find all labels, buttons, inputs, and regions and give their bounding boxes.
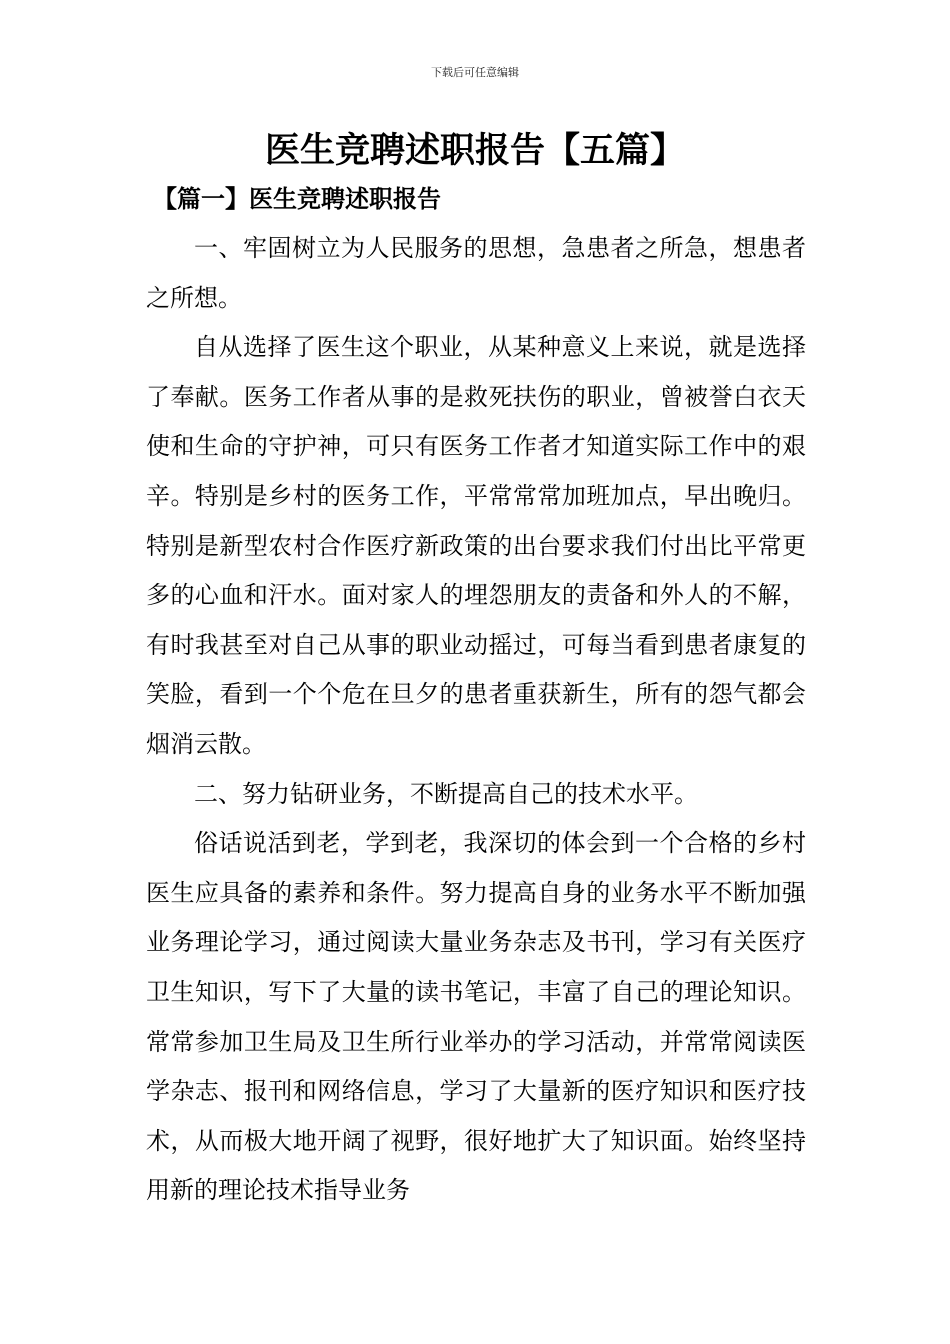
document-body — [146, 224, 806, 1216]
section-heading: 【篇一】医生竞聘述职报告 — [153, 184, 441, 213]
header-note: 下载后可任意编辑 — [431, 66, 519, 79]
paragraph-1: 一、牢固树立为人民服务的思想，急患者之所急，想患者之所想。 — [146, 234, 806, 312]
paragraph-3: 二、努力钻研业务，不断提高自己的技术水平。 — [194, 779, 698, 808]
document-title: 医生竞聘述职报告【五篇】 — [264, 130, 685, 171]
paragraph-2: 自从选择了医生这个职业，从某种意义上来说，就是选择了奉献。医务工作者从事的是救死扶伤的职业，曾被誉白衣天使和生命的守护神，可只有医务工作者才知道实际工作中的艰辛。特别是乡村的医务工作，平常常常加班加点，早出晚归。特别是新型农村合作医疗新政策的出台要求我们付出比平常更多的心血和汗水。面对家人的埋怨朋友的责备和外人的不解，有时我甚至对自己从事的职业动摇过，可每当看到患者康复的笑脸，看到一个个危在旦夕的患者重获新生，所有的怨气都会烟消云散。 — [146, 333, 806, 758]
paragraph-4: 俗话说活到老，学到老，我深切的体会到一个合格的乡村医生应具备的素养和条件。努力提高自身的业务水平不断加强业务理论学习，通过阅读大量业务杂志及书刊，学习有关医疗卫生知识，写下了大量的读书笔记，丰富了自己的理论知识。常常参加卫生局及卫生所行业举办的学习活动，并常常阅读医学杂志、报刊和网络信息，学习了大量新的医疗知识和医疗技术，从而极大地开阔了视野，很好地扩大了知识面。始终坚持用新的理论技术指导业务 — [146, 829, 806, 1205]
